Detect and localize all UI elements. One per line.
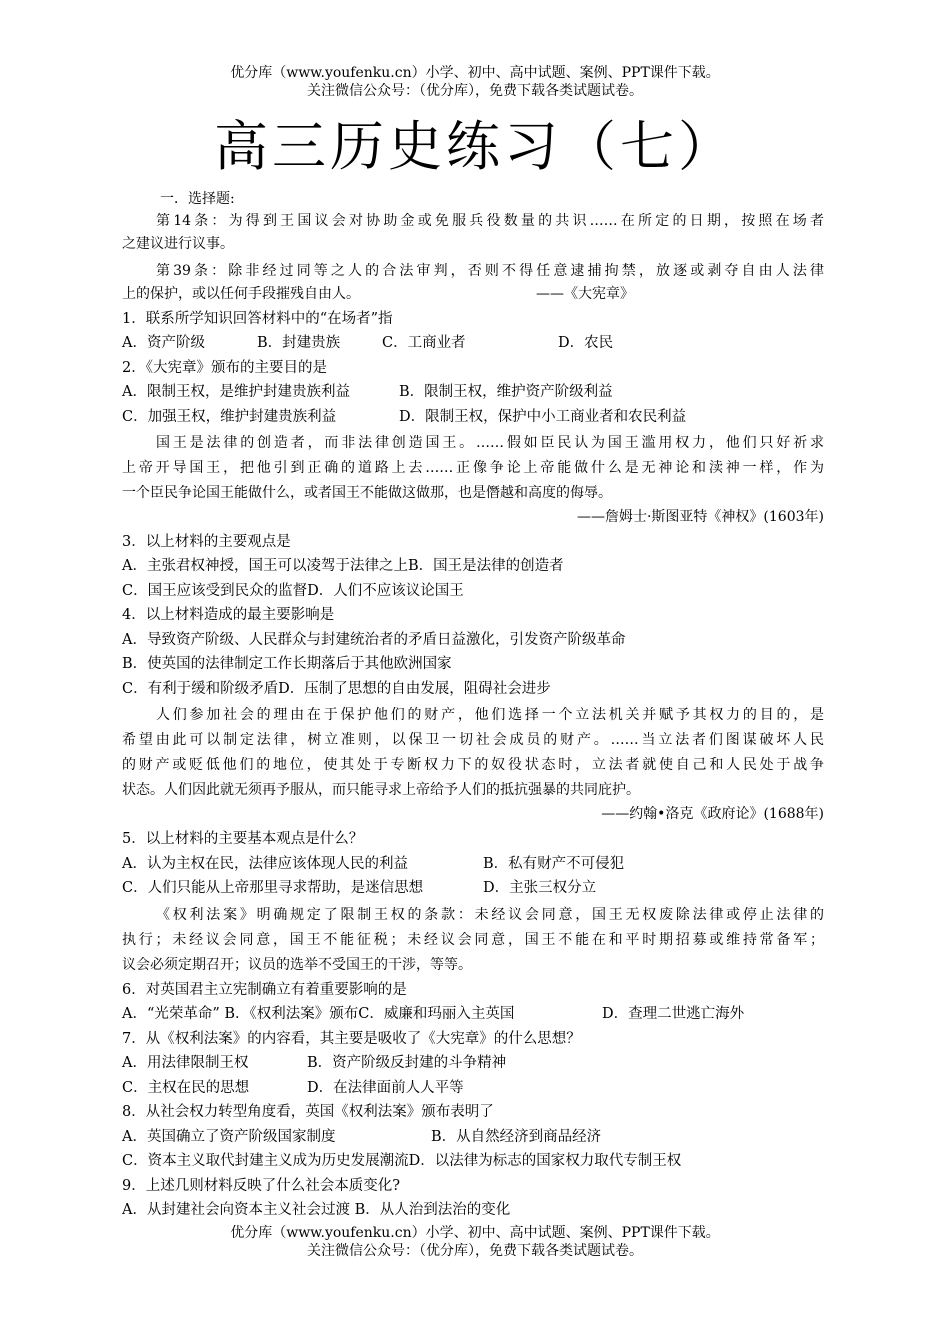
q3-options-ab: A．主张君权神授，国王可以凌驾于法律之上B．国王是法律的创造者 [122,558,564,574]
material2-line-2: 上帝开导国王，把他引到正确的道路上去……正像争论上帝能做什么是无神论和渎神一样，作为 [122,460,824,476]
q5-option-a: A．认为主权在民，法律应该体现人民的利益 [122,856,408,872]
q4-stem: 4．以上材料造成的最主要影响是 [122,607,335,623]
q8-stem: 8．从社会权力转型角度看，英国《权利法案》颁布表明了 [122,1104,494,1120]
material3-line-3: 的财产或贬低他们的地位，使其处于专断权力下的奴役状态时，立法者就使自己和人民处于战争 [122,757,824,773]
q7-stem: 7．从《权利法案》的内容看，其主要是吸收了《大宪章》的什么思想？ [122,1031,581,1047]
material1-article39: 第39条：除非经过同等之人的合法审判，否则不得任意逮捕拘禁，放逐或剥夺自由人法律 [156,263,824,279]
header-line-1: 优分库（www.youfenku.cn）小学、初中、高中试题、案例、PPT课件下载。 [230,65,720,81]
q5-option-d: D．主张三权分立 [483,880,597,896]
section-heading: 一．选择题: [160,191,235,207]
q7-option-b: B．资产阶级反封建的斗争精神 [307,1055,507,1071]
q1-option-a: A．资产阶级 [122,335,205,351]
material3-line-2: 希望由此可以制定法律，树立准则，以保卫一切社会成员的财产。……当立法者们图谋破坏人民 [122,732,824,748]
material1-article14-cont: 之建议进行议事。 [122,236,234,252]
q8-option-a: A．英国确立了资产阶级国家制度 [122,1129,336,1145]
q4-option-a: A．导致资产阶级、人民群众与封建统治者的矛盾日益激化，引发资产阶级革命 [122,632,626,648]
q1-stem: 1．联系所学知识回答材料中的“在场者”指 [122,311,393,327]
q2-stem: 2．《大宪章》颁布的主要目的是 [122,360,327,376]
q7-option-a: A．用法律限制王权 [122,1055,249,1071]
q8-options-cd: C．资本主义取代封建主义成为历史发展潮流D．以法律为标志的国家权力取代专制王权 [122,1153,682,1169]
q9-options-ab: A．从封建社会向资本主义社会过渡 B．从人治到法治的变化 [122,1202,511,1218]
q8-option-b: B．从自然经济到商品经济 [431,1129,602,1145]
material2-line-3: 一个臣民争论国王能做什么，或者国王不能做这做那，也是僭越和高度的侮辱。 [122,485,612,501]
q1-option-c: C．工商业者 [382,335,466,351]
material4-line-2: 执行；未经议会同意，国王不能征税；未经议会同意，国王不能在和平时期招募或维持常备军； [122,932,824,948]
q1-option-b: B．封建贵族 [257,335,341,351]
material3-source: ——约翰•洛克《政府论》(1688年) [601,806,824,822]
material1-source: ——《大宪章》 [536,286,634,302]
q7-option-d: D．在法律面前人人平等 [307,1080,464,1096]
material3-line-1: 人们参加社会的理由在于保护他们的财产，他们选择一个立法机关并赋予其权力的目的，是 [156,707,824,723]
q4-option-b: B．使英国的法律制定工作长期落后于其他欧洲国家 [122,656,452,672]
q7-option-c: C．主权在民的思想 [122,1080,250,1096]
q3-options-cd: C．国王应该受到民众的监督D．人们不应该议论国王 [122,583,464,599]
q6-option-d: D．查理二世逃亡海外 [602,1006,745,1022]
q6-options-abc: A．“光荣革命” B．《权利法案》颁布C．威廉和玛丽入主英国 [122,1006,515,1022]
q4-options-cd: C．有利于缓和阶级矛盾D．压制了思想的自由发展，阻碍社会进步 [122,681,551,697]
q9-stem: 9．上述几则材料反映了什么社会本质变化? [122,1178,400,1194]
q2-option-c: C．加强王权，维护封建贵族利益 [122,409,337,425]
footer-line-2: 关注微信公众号：（优分库），免费下载各类试题试卷。 [307,1243,643,1259]
material3-line-4: 状态。人们因此就无须再予服从，而只能寻求上帝给予人们的抵抗强暴的共同庇护。 [122,782,640,798]
material1-article39-cont: 上的保护，或以任何手段摧残自由人。 [122,286,360,302]
header-line-2: 关注微信公众号：（优分库），免费下载各类试题试卷。 [307,83,643,99]
material1-article14: 第14条：为得到王国议会对协助金或免服兵役数量的共识……在所定的日期，按照在场者 [156,213,824,229]
q1-option-d: D．农民 [558,335,614,351]
footer-line-1: 优分库（www.youfenku.cn）小学、初中、高中试题、案例、PPT课件下载。 [230,1225,720,1241]
q6-stem: 6．对英国君主立宪制确立有着重要影响的是 [122,982,407,998]
q5-option-b: B．私有财产不可侵犯 [483,856,625,872]
material2-line-1: 国王是法律的创造者，而非法律创造国王。……假如臣民认为国王滥用权力，他们只好祈求 [156,435,824,451]
q2-option-a: A．限制王权，是维护封建贵族利益 [122,384,350,400]
material4-line-3: 议会必须定期召开；议员的选举不受国王的干涉，等等。 [122,957,472,973]
page-title: 高三历史练习（七） [214,115,736,178]
q5-option-c: C．人们只能从上帝那里寻求帮助，是迷信思想 [122,880,424,896]
material4-line-1: 《权利法案》明确规定了限制王权的条款：未经议会同意，国王无权废除法律或停止法律的 [156,907,824,923]
q2-option-b: B．限制王权，维护资产阶级利益 [399,384,613,400]
material2-source: ——詹姆士·斯图亚特《神权》(1603年) [576,509,824,525]
q3-stem: 3．以上材料的主要观点是 [122,534,291,550]
q5-stem: 5．以上材料的主要基本观点是什么？ [122,831,364,847]
q2-option-d: D．限制王权，保护中小工商业者和农民利益 [399,409,687,425]
